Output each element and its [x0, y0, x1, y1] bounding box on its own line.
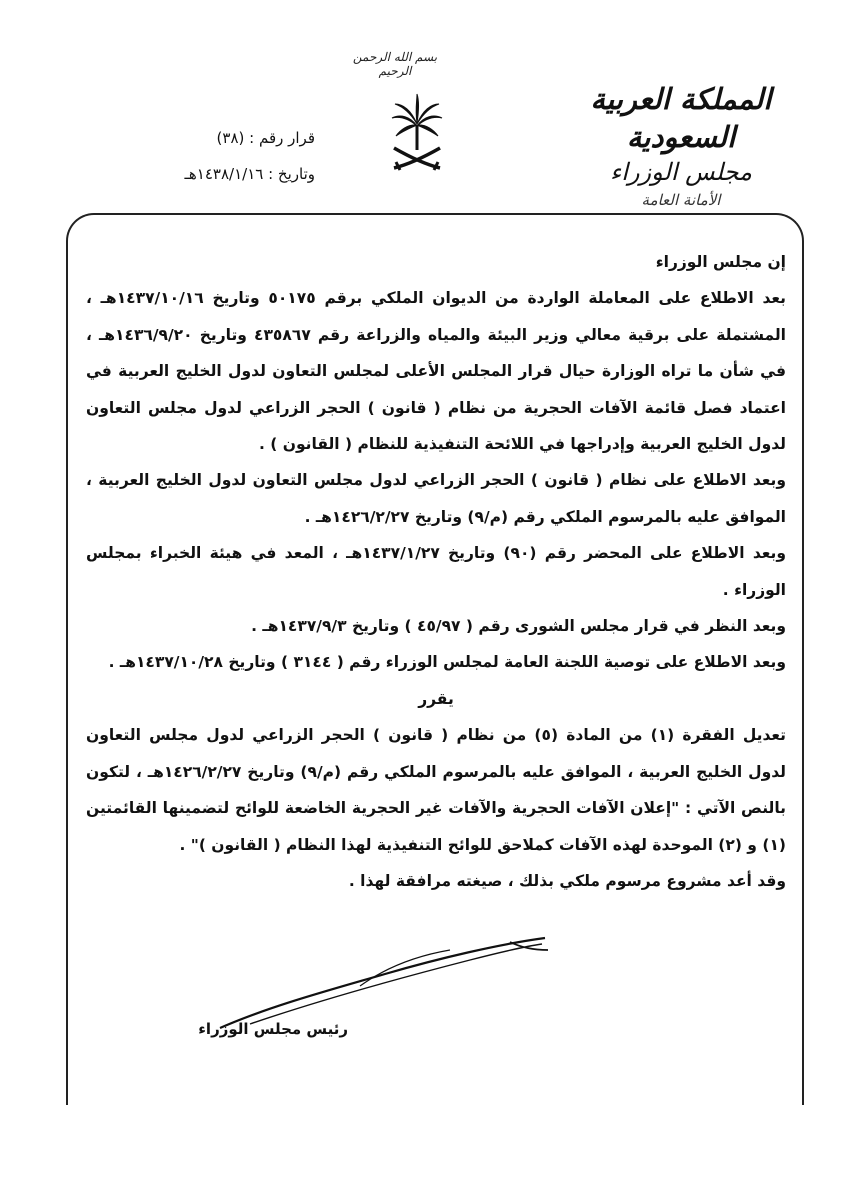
paragraph-law: وبعد الاطلاع على نظام ( قانون ) الحجر الزراعي لدول مجلس التعاون لدول الخليج العربية ، الموافق عليه بالمرسوم الملكي رقم (م/٩) وتاريخ ١٤٢٦/٢/٢٧هـ . [86, 471, 786, 526]
basmala: بسم الله الرحمن الرحيم [352, 50, 438, 78]
paragraph-committee: وبعد الاطلاع على توصية اللجنة العامة لمجلس الوزراء رقم ( ٣١٤٤ ) وتاريخ ١٤٣٧/١٠/٢٨هـ . [108, 653, 786, 672]
paragraph-minutes: وبعد الاطلاع على المحضر رقم (٩٠) وتاريخ ١٤٣٧/١/٢٧هـ ، المعد في هيئة الخبراء بمجلس الوزراء . [86, 544, 786, 599]
resolves-heading: يقرر [418, 689, 454, 708]
signer-title: رئيس مجلس الوزراء [198, 1020, 348, 1038]
secretariat-name: الأمانة العامة [641, 191, 721, 209]
palm-swords-emblem-icon [388, 92, 446, 174]
decision-number: قرار رقم : (٣٨) [216, 129, 315, 147]
decision-date: وتاريخ : ١٤٣٨/١/١٦هـ [184, 165, 315, 183]
opening-line: إن مجلس الوزراء [655, 253, 786, 271]
kingdom-name: المملكة العربية السعودية [590, 82, 772, 154]
council-name: مجلس الوزراء [609, 158, 753, 186]
letterhead [571, 80, 791, 212]
paragraph-transaction: بعد الاطلاع على المعاملة الواردة من الديوان الملكي برقم ٥٠١٧٥ وتاريخ ١٤٣٧/١٠/١٦هـ ، المشتملة على برقية معالي وزير البيئة والمياه والزراعة رقم ٤٣٥٨٦٧ وتاريخ ١٤٣٦/٩/٢٠هـ ، في شأن ما تراه الوزارة حيال قرار المجلس الأعلى لمجلس التعاون لدول الخليج العربية في اعتماد فصل قائمة الآفات الحجرية من نظام ( قانون ) الحجر الزراعي لدول مجلس التعاون لدول الخليج العربية وإدراجها في اللائحة التنفيذية للنظام ( القانون ) . [86, 289, 786, 454]
paragraph-decree: وقد أعد مشروع مرسوم ملكي بذلك ، صيغته مرافقة لهذا . [348, 871, 786, 890]
paragraph-amendment: تعديل الفقرة (١) من المادة (٥) من نظام ( قانون ) الحجر الزراعي لدول مجلس التعاون لدول الخليج العربية ، الموافق عليه بالمرسوم الملكي رقم (م/٩) وتاريخ ١٤٢٦/٢/٢٧هـ ، لتكون بالنص الآتي : "إعلان الآفات الحجرية والآفات غير الحجرية الخاضعة للوائح لتضمينها القائمتين (١) و (٢) الموحدة لهذه الآفات كملاحق للوائح التنفيذية لهذا النظام ( القانون )" . [86, 726, 787, 854]
decision-info [125, 120, 315, 192]
decision-body [86, 244, 786, 899]
paragraph-shura: وبعد النظر في قرار مجلس الشورى رقم ( ٤٥/٩٧ ) وتاريخ ١٤٣٧/٩/٣هـ . [251, 617, 786, 636]
